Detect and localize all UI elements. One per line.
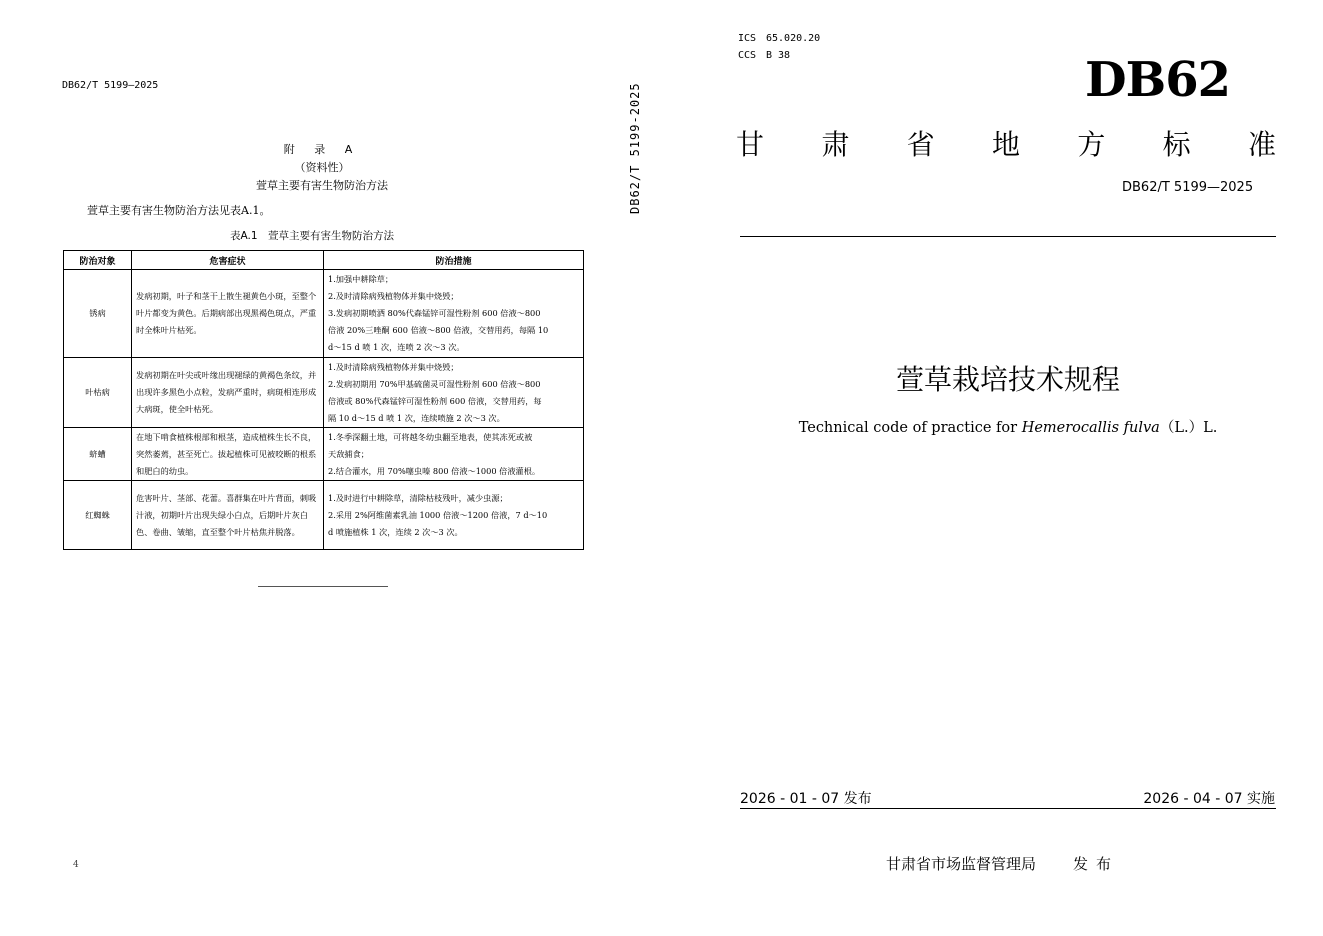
standard-code: DB62/T 5199—2025 [1122, 180, 1254, 195]
title-en-prefix: Technical code of practice for [798, 420, 1022, 436]
table-row [64, 358, 584, 428]
page-number: 4 [73, 860, 79, 870]
standard-type-char: 省 [906, 128, 935, 161]
standard-type-char: 肃 [821, 128, 850, 161]
title-en-suffix: （L.）L. [1159, 420, 1218, 436]
measure-line: 倍液或 80%代森锰锌可湿性粉剂 600 倍液，交替用药，每 [328, 395, 542, 406]
measure-line: 倍液 20%三唑酮 600 倍液～800 倍液，交替用药，每隔 10 [328, 325, 549, 335]
cover-bottom-rule [740, 808, 1276, 809]
symptom-cell: 发病初期，叶子和茎干上散生褪黄色小斑，至整个叶片都变为黄色。后期病部出现黑褐色斑点，严重时全株叶片枯死。 [132, 270, 324, 358]
symptom-cell: 发病初期在叶尖或叶缘出现褪绿的黄褐色条纹，并出现许多黑色小点粒，发病严重时，病斑相连形成大病斑，使全叶枯死。 [132, 358, 324, 428]
measure-line: d～15 d 喷 1 次，连喷 2 次～3 次。 [328, 342, 465, 352]
measure-line: 1.及时清除病残植物体并集中烧毁； [328, 361, 459, 372]
measure-line: 3.发病初期喷洒 80%代森锰锌可湿性粉剂 600 倍液～800 [328, 308, 541, 318]
appendix-title: 附 录 A [283, 143, 361, 156]
measure-line: 2.采用 2%阿维菌素乳油 1000 倍液～1200 倍液，7 d～10 [328, 509, 548, 520]
pest-name-cell: 红蜘蛛 [64, 481, 132, 550]
standard-type-char: 标 [1162, 128, 1191, 161]
measures-cell [324, 428, 584, 481]
ccs-label: CCS [738, 50, 757, 61]
pest-name-cell: 蛴螬 [64, 428, 132, 481]
appendix-subtitle: （资料性） [294, 161, 350, 174]
standard-type-char: 地 [991, 128, 1020, 161]
ics-code: 65.020.20 [766, 33, 821, 44]
measures-cell [324, 481, 584, 550]
measure-line: 1.冬季深翻土地，可将越冬幼虫翻至地表，使其冻死或被 [328, 431, 533, 442]
standard-title-cn: 萱草栽培技术规程 [895, 363, 1120, 396]
pest-control-table [63, 250, 584, 550]
publish-date: 2026 - 01 - 07 发布 [740, 791, 872, 807]
document-code-header: DB62/T 5199—2025 [62, 80, 159, 91]
measures-cell [324, 270, 584, 358]
symptom-cell: 在地下啃食植株根部和根茎，造成植株生长不良，突然萎蔫，甚至死亡。拔起植株可见被咬断的根系和肥白的幼虫。 [132, 428, 324, 481]
table-header-row [64, 251, 584, 270]
standard-type-char: 方 [1077, 128, 1106, 161]
intro-paragraph: 萱草主要有害生物防治方法见表A.1。 [87, 204, 271, 217]
db-logo: DB62 [1085, 52, 1230, 108]
standard-type-char: 准 [1247, 128, 1276, 161]
standard-type-char: 甘 [736, 128, 765, 161]
measure-line: 1.及时进行中耕除草，清除枯枝残叶，减少虫源； [328, 492, 508, 503]
measures-cell [324, 358, 584, 428]
ics-label: ICS [738, 33, 757, 44]
ccs-code: B 38 [766, 50, 791, 61]
cover-top-rule [740, 236, 1276, 237]
column-header: 防治对象 [64, 251, 132, 270]
table-row [64, 481, 584, 550]
table-caption: 表A.1 萱草主要有害生物防治方法 [229, 230, 395, 242]
column-header: 危害症状 [132, 251, 324, 270]
pest-name-cell: 锈病 [64, 270, 132, 358]
effective-date: 2026 - 04 - 07 实施 [1143, 791, 1275, 807]
title-en-species: Hemerocallis fulva [1021, 420, 1160, 436]
issuing-authority: 甘肃省市场监督管理局 [886, 855, 1037, 873]
issue-word: 发布 [1073, 855, 1120, 873]
end-divider [258, 586, 388, 587]
table-row [64, 428, 584, 481]
measure-line: 1.加强中耕除草； [328, 274, 394, 284]
measure-line: 隔 10 d～15 d 喷 1 次，连续喷施 2 次～3 次。 [328, 412, 505, 423]
measure-line: 2.发病初期用 70%甲基硫菌灵可湿性粉剂 600 倍液～800 [328, 378, 541, 389]
measure-line: 天敌捕食； [328, 448, 369, 459]
measure-line: 2.及时清除病残植物体并集中烧毁； [328, 291, 459, 301]
appendix-heading: 萱草主要有害生物防治方法 [256, 179, 388, 192]
symptom-cell: 危害叶片、茎部、花蕾。喜群集在叶片背面，刺吸汁液，初期叶片出现失绿小白点，后期叶片灰白色、卷曲、皱缩，直至整个叶片枯焦并脱落。 [132, 481, 324, 550]
pest-name-cell: 叶枯病 [64, 358, 132, 428]
table-row [64, 270, 584, 358]
standard-title-en [740, 416, 1276, 437]
column-header: 防治措施 [324, 251, 584, 270]
measure-line: d 喷施植株 1 次，连续 2 次～3 次。 [328, 526, 463, 537]
spine-code: DB62/T 5199-2025 [628, 82, 642, 214]
measure-line: 2.结合灌水，用 70%噻虫嗪 800 倍液～1000 倍液灌根。 [328, 465, 541, 476]
standard-type [736, 123, 1276, 163]
